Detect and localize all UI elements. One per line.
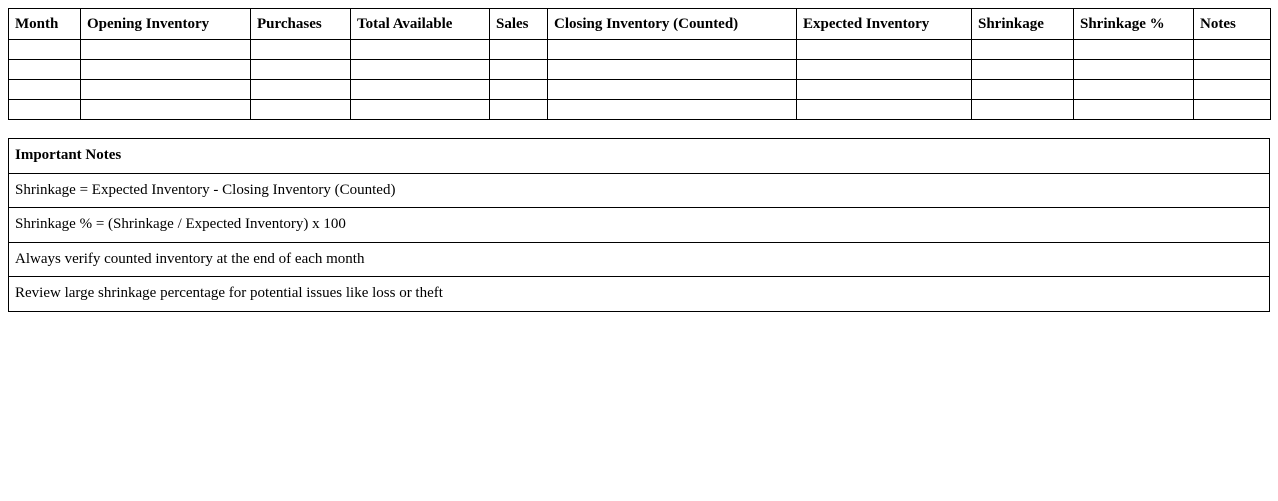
cell-expected-inventory[interactable]	[797, 40, 972, 60]
cell-purchases[interactable]	[251, 100, 351, 120]
note-shrinkage-formula: Shrinkage = Expected Inventory - Closing Inventory (Counted)	[9, 173, 1270, 208]
cell-total-available[interactable]	[351, 40, 490, 60]
cell-notes[interactable]	[1194, 80, 1271, 100]
table-row[interactable]	[9, 80, 1271, 100]
note-review-shrinkage: Review large shrinkage percentage for potential issues like loss or theft	[9, 277, 1270, 312]
table-row[interactable]	[9, 100, 1271, 120]
cell-shrinkage[interactable]	[972, 40, 1074, 60]
cell-purchases[interactable]	[251, 60, 351, 80]
cell-notes[interactable]	[1194, 40, 1271, 60]
cell-opening-inventory[interactable]	[81, 100, 251, 120]
notes-heading-row	[9, 139, 1270, 174]
cell-closing-inventory[interactable]	[548, 40, 797, 60]
cell-notes[interactable]	[1194, 100, 1271, 120]
cell-sales[interactable]	[490, 40, 548, 60]
table-header-row	[9, 9, 1271, 40]
column-header-shrinkage-percent: Shrinkage %	[1074, 9, 1194, 40]
list-item	[9, 242, 1270, 277]
cell-notes[interactable]	[1194, 60, 1271, 80]
cell-opening-inventory[interactable]	[81, 60, 251, 80]
cell-closing-inventory[interactable]	[548, 60, 797, 80]
cell-shrinkage-percent[interactable]	[1074, 80, 1194, 100]
table-row[interactable]	[9, 60, 1271, 80]
column-header-purchases: Purchases	[251, 9, 351, 40]
cell-shrinkage-percent[interactable]	[1074, 60, 1194, 80]
cell-total-available[interactable]	[351, 100, 490, 120]
note-verify-inventory: Always verify counted inventory at the end of each month	[9, 242, 1270, 277]
column-header-total-available: Total Available	[351, 9, 490, 40]
inventory-table-body	[9, 40, 1271, 120]
inventory-table-header	[9, 9, 1271, 40]
cell-month[interactable]	[9, 100, 81, 120]
column-header-expected-inventory: Expected Inventory	[797, 9, 972, 40]
column-header-notes: Notes	[1194, 9, 1271, 40]
cell-sales[interactable]	[490, 60, 548, 80]
cell-purchases[interactable]	[251, 40, 351, 60]
inventory-tracking-table	[8, 8, 1271, 120]
cell-expected-inventory[interactable]	[797, 80, 972, 100]
cell-sales[interactable]	[490, 100, 548, 120]
cell-purchases[interactable]	[251, 80, 351, 100]
cell-shrinkage[interactable]	[972, 100, 1074, 120]
cell-expected-inventory[interactable]	[797, 60, 972, 80]
table-spacer	[8, 120, 1270, 138]
table-row[interactable]	[9, 40, 1271, 60]
cell-month[interactable]	[9, 60, 81, 80]
notes-heading: Important Notes	[9, 139, 1270, 174]
cell-expected-inventory[interactable]	[797, 100, 972, 120]
column-header-shrinkage: Shrinkage	[972, 9, 1074, 40]
cell-shrinkage[interactable]	[972, 80, 1074, 100]
cell-opening-inventory[interactable]	[81, 40, 251, 60]
note-shrinkage-percent-formula: Shrinkage % = (Shrinkage / Expected Inventory) x 100	[9, 208, 1270, 243]
cell-closing-inventory[interactable]	[548, 80, 797, 100]
cell-month[interactable]	[9, 40, 81, 60]
cell-sales[interactable]	[490, 80, 548, 100]
important-notes-table	[8, 138, 1270, 312]
column-header-sales: Sales	[490, 9, 548, 40]
list-item	[9, 208, 1270, 243]
important-notes-body	[9, 139, 1270, 312]
list-item	[9, 173, 1270, 208]
column-header-closing-inventory: Closing Inventory (Counted)	[548, 9, 797, 40]
column-header-opening-inventory: Opening Inventory	[81, 9, 251, 40]
cell-shrinkage-percent[interactable]	[1074, 40, 1194, 60]
cell-shrinkage[interactable]	[972, 60, 1074, 80]
list-item	[9, 277, 1270, 312]
cell-month[interactable]	[9, 80, 81, 100]
cell-shrinkage-percent[interactable]	[1074, 100, 1194, 120]
cell-total-available[interactable]	[351, 80, 490, 100]
cell-opening-inventory[interactable]	[81, 80, 251, 100]
cell-total-available[interactable]	[351, 60, 490, 80]
cell-closing-inventory[interactable]	[548, 100, 797, 120]
column-header-month: Month	[9, 9, 81, 40]
